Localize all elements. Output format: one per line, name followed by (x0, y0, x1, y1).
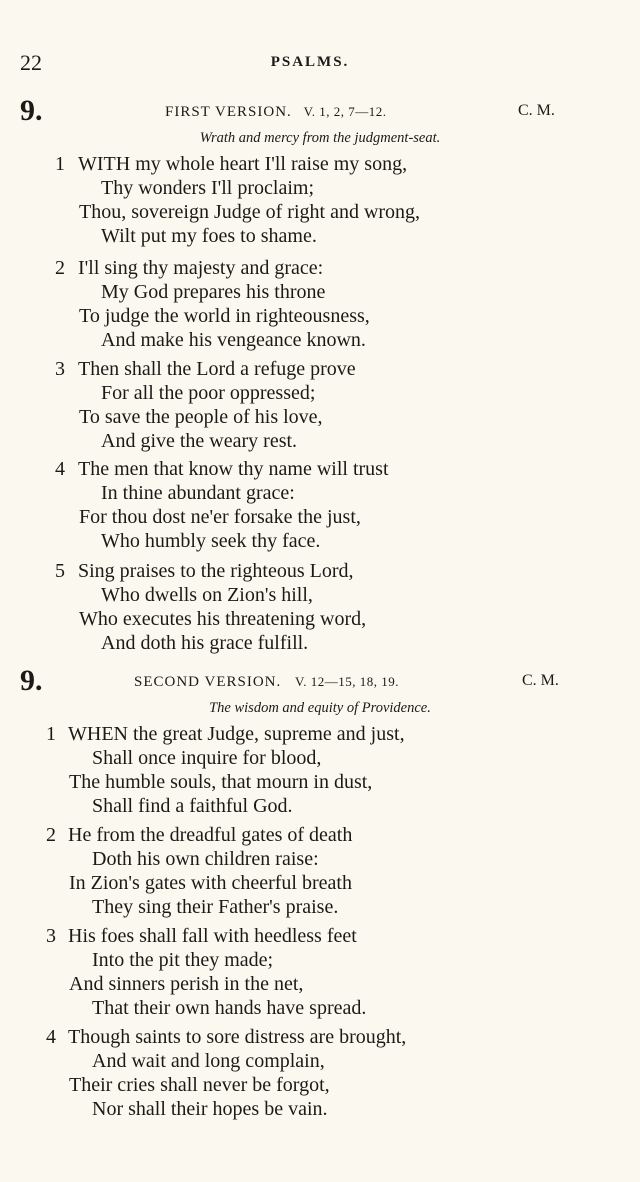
stanza-number: 2 (55, 257, 65, 279)
line-text: Shall find a faithful God. (92, 795, 293, 817)
line-text: For all the poor oppressed; (101, 382, 316, 404)
stanza-line (0, 1073, 640, 1097)
stanza-line (0, 924, 640, 948)
hymn-subtitle: The wisdom and equity of Providence. (209, 700, 431, 716)
version-title: SECOND VERSION. (134, 674, 282, 690)
line-text: Who executes his threatening word, (79, 608, 367, 630)
page-number: 22 (20, 50, 42, 75)
line-text: Doth his own children raise: (92, 848, 319, 870)
line-text: They sing their Father's praise. (92, 896, 339, 918)
line-text: And sinners perish in the net, (69, 973, 304, 995)
stanza-line (0, 583, 640, 607)
line-text: Thy wonders I'll proclaim; (101, 177, 314, 199)
line-text: The men that know thy name will trust (78, 458, 389, 480)
stanza-line (0, 152, 640, 176)
line-text: That their own hands have spread. (92, 997, 367, 1019)
stanza-number: 4 (55, 458, 65, 480)
line-text: To judge the world in righteousness, (79, 305, 370, 327)
stanza (0, 1025, 640, 1121)
line-text: To save the people of his love, (79, 406, 323, 428)
stanza-number: 3 (55, 358, 65, 380)
stanza (0, 559, 640, 655)
meter: C. M. (522, 672, 559, 689)
line-text: I'll sing thy majesty and grace: (78, 257, 324, 279)
stanza (0, 722, 640, 818)
stanza-line (0, 948, 640, 972)
stanza-line (0, 1025, 640, 1049)
stanza-number: 5 (55, 560, 65, 582)
line-text: Wilt put my foes to shame. (101, 225, 317, 247)
stanza-line (0, 631, 640, 655)
stanza-line (0, 357, 640, 381)
stanza-line (0, 746, 640, 770)
line-text: In Zion's gates with cheerful breath (69, 872, 352, 894)
verses-reference: V. 1, 2, 7—12. (303, 104, 387, 119)
line-text: Who humbly seek thy face. (101, 530, 321, 552)
line-text: Then shall the Lord a refuge prove (78, 358, 356, 380)
stanza-line (0, 770, 640, 794)
stanza-line (0, 559, 640, 583)
line-text: Nor shall their hopes be vain. (92, 1098, 328, 1120)
psalm-number: 9. (20, 94, 43, 127)
line-text: And make his vengeance known. (101, 329, 366, 351)
line-text: Sing praises to the righteous Lord, (78, 560, 354, 582)
version-title: FIRST VERSION. (165, 104, 292, 120)
stanza-number: 4 (46, 1026, 56, 1048)
psalm-number: 9. (20, 664, 43, 697)
running-title: PSALMS. (270, 54, 350, 70)
stanza-number: 3 (46, 925, 56, 947)
stanza-line (0, 1097, 640, 1121)
stanza-number: 1 (55, 153, 65, 175)
stanza-line (0, 224, 640, 248)
line-text: The humble souls, that mourn in dust, (69, 771, 373, 793)
line-text: WITH my whole heart I'll raise my song, (78, 153, 408, 175)
stanza (0, 924, 640, 1020)
stanza-line (0, 256, 640, 280)
version-heading (165, 104, 387, 121)
stanza-line (0, 405, 640, 429)
stanza-line (0, 823, 640, 847)
stanza-number: 2 (46, 824, 56, 846)
stanza-line (0, 972, 640, 996)
stanza (0, 152, 640, 248)
stanza (0, 256, 640, 352)
stanza-line (0, 794, 640, 818)
stanza-line (0, 176, 640, 200)
stanza-line (0, 200, 640, 224)
version-heading (134, 674, 399, 691)
hymn-subtitle: Wrath and mercy from the judgment-seat. (199, 130, 441, 146)
stanza-line (0, 505, 640, 529)
line-text: Though saints to sore distress are brought, (68, 1026, 407, 1048)
stanza-line (0, 280, 640, 304)
stanza-line (0, 722, 640, 746)
line-text: He from the dreadful gates of death (68, 824, 353, 846)
stanza-line (0, 457, 640, 481)
stanza-line (0, 381, 640, 405)
stanza (0, 823, 640, 919)
stanza-line (0, 607, 640, 631)
line-text: Shall once inquire for blood, (92, 747, 322, 769)
stanza-line (0, 847, 640, 871)
stanza-line (0, 328, 640, 352)
stanza (0, 357, 640, 453)
stanza-line (0, 429, 640, 453)
line-text: WHEN the great Judge, supreme and just, (68, 723, 405, 745)
stanza-line (0, 304, 640, 328)
line-text: My God prepares his throne (101, 281, 326, 303)
line-text: Thou, sovereign Judge of right and wrong, (79, 201, 421, 223)
verses-reference: V. 12—15, 18, 19. (295, 674, 399, 689)
stanza-line (0, 871, 640, 895)
line-text: Who dwells on Zion's hill, (101, 584, 313, 606)
line-text: And give the weary rest. (101, 430, 298, 452)
line-text: Their cries shall never be forgot, (69, 1074, 330, 1096)
meter: C. M. (518, 102, 555, 119)
stanza-line (0, 481, 640, 505)
stanza (0, 457, 640, 553)
stanza-line (0, 996, 640, 1020)
line-text: And wait and long complain, (92, 1050, 325, 1072)
stanza-number: 1 (46, 723, 56, 745)
line-text: In thine abundant grace: (101, 482, 295, 504)
line-text: For thou dost ne'er forsake the just, (79, 506, 361, 528)
stanza-line (0, 1049, 640, 1073)
stanza-line (0, 895, 640, 919)
line-text: His foes shall fall with heedless feet (68, 925, 357, 947)
stanza-line (0, 529, 640, 553)
line-text: And doth his grace fulfill. (101, 632, 309, 654)
line-text: Into the pit they made; (92, 949, 274, 971)
